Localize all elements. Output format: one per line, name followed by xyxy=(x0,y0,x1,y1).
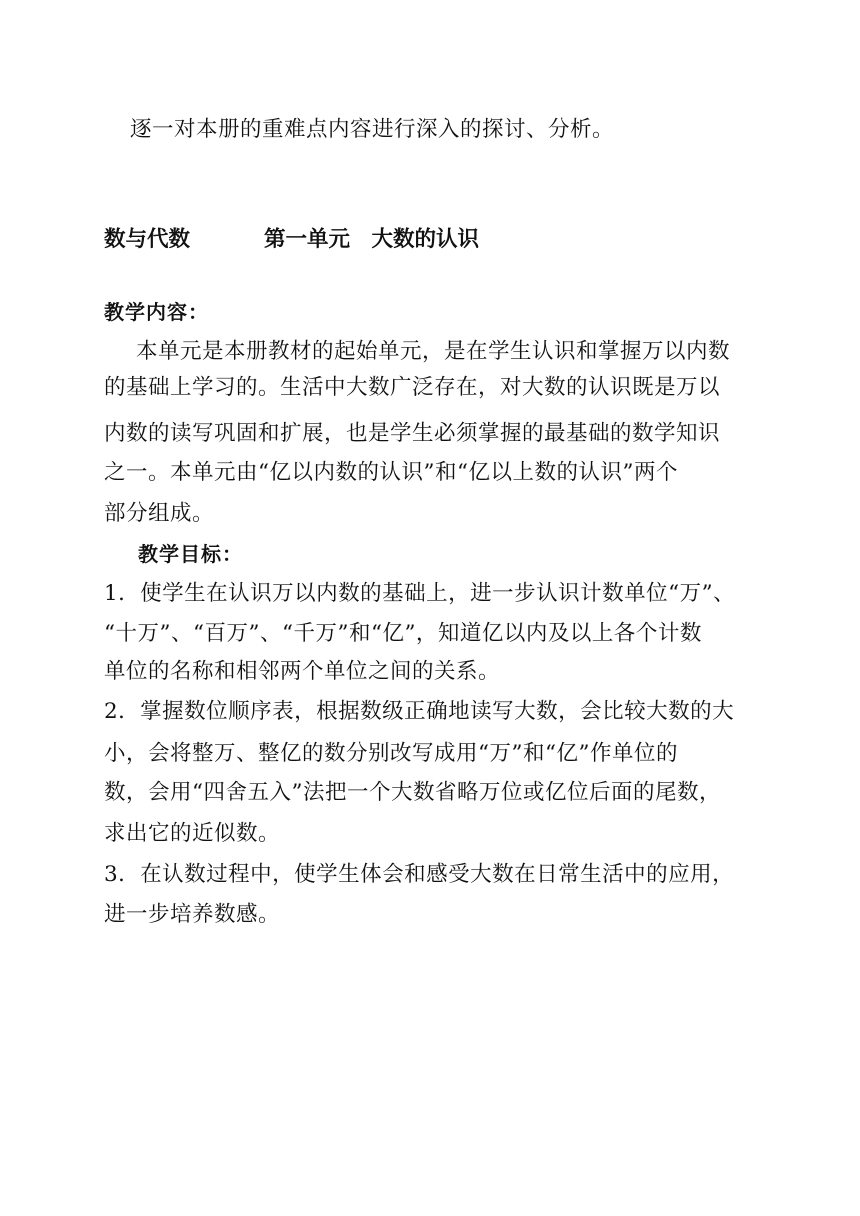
goal-line: 求出它的近似数。 xyxy=(104,821,281,846)
content-paragraph-line: 内数的读写巩固和扩展，也是学生必须掌握的最基础的数学知识 xyxy=(104,421,721,446)
goal-line: 小，会将整万、整亿的数分别改写成用“万”和“亿”作单位的 xyxy=(104,741,678,766)
section-domain-heading: 数与代数 xyxy=(104,227,191,252)
goal-line: 单位的名称和相邻两个单位之间的关系。 xyxy=(104,659,501,684)
goal-line: 1．使学生在认识万以内数的基础上，进一步认识计数单位“万”、 xyxy=(104,581,736,606)
teaching-content-label: 教学内容： xyxy=(104,300,209,324)
intro-line: 逐一对本册的重难点内容进行深入的探讨、分析。 xyxy=(130,117,615,142)
goal-line: “十万”、“百万”、“千万”和“亿”，知道亿以内及以上各个计数 xyxy=(104,621,702,646)
goal-line: 2．掌握数位顺序表，根据数级正确地读写大数，会比较大数的大 xyxy=(104,699,735,724)
goal-line: 数，会用“四舍五入”法把一个大数省略万位或亿位后面的尾数， xyxy=(104,780,721,805)
content-paragraph-line: 本单元是本册教材的起始单元，是在学生认识和掌握万以内数 xyxy=(136,339,731,364)
goal-line: 3．在认数过程中，使学生体会和感受大数在日常生活中的应用， xyxy=(104,862,735,887)
teaching-goals-label: 教学目标： xyxy=(138,542,243,566)
content-paragraph-line: 的基础上学习的。生活中大数广泛存在，对大数的认识既是万以 xyxy=(104,375,721,400)
goal-line: 进一步培养数感。 xyxy=(104,902,281,927)
content-paragraph-line: 之一。本单元由“亿以内数的认识”和“亿以上数的认识”两个 xyxy=(104,460,678,485)
content-paragraph-line: 部分组成。 xyxy=(104,501,215,526)
unit-title-heading: 第一单元 大数的认识 xyxy=(264,227,480,252)
